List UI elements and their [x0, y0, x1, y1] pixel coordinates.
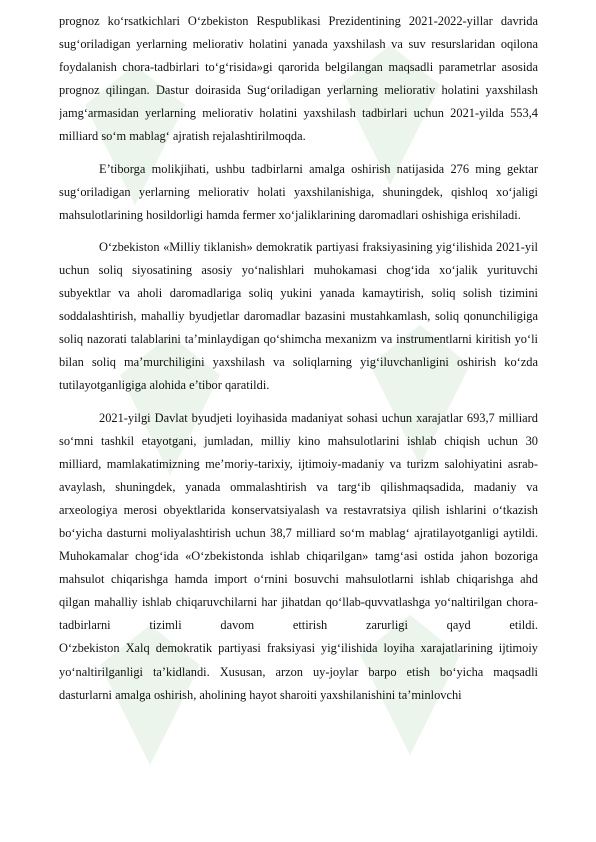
paragraph: Muhokamalar chog‘ida «O‘zbekistonda ishlab chiqarilgan» tamg‘asi ostida jahon bozoriga mahsulot chiqarishga hamda import o‘rnini bosuvchi mahsulotlarni ishlab chiqarishga ahd qilgan mahalliy ishlab chiqaruvchilarni har jihatdan qo‘llab-quvvatlashga yo‘naltirilgan chora-tadbirlarni tizimli davom ettirish zarurligi qayd etildi. [59, 549, 538, 633]
document-page [59, 10, 538, 842]
paragraph: prognoz ko‘rsatkichlari O‘zbekiston Respublikasi Prezidentining 2021-2022-yillar davrida sug‘oriladigan yerlarning meliorativ holatini yanada yaxshilash va suv resurslaridan oqilona foydalanish chora-tadbirlari to‘g‘risida»gi qarorida belgilangan maqsadli parametrlar asosida prognoz qilingan. Dastur doirasida Sug‘oriladigan yerlarning meliorativ holatini yaxshilash jamg‘armasidan yerlarning meliorativ holatini yaxshilash tadbirlari uchun 2021-yilda 553,4 milliard so‘m mablag‘ ajratish rejalashtirilmoqda. [59, 14, 538, 144]
paragraph: O‘zbekiston «Milliy tiklanish» demokratik partiyasi fraksiyasining yig‘ilishida 2021-yil uchun soliq siyosatining asosiy yo‘nalishlari muhokamasi chog‘ida xo‘jalik yurituvchi subyektlar va aholi daromadlariga soliq yukini yanada kamaytirish, soliq solish tizimini soddalashtirish, mahalliy byudjetlar daromadlar bazasini mustahkamlash, soliq qonunchiligiga soliq nazorati talablarini ta’minlaydigan qo‘shimcha mexanizm va instrumentlarni kiritish yo‘li bilan soliq ma’murchiligini yaxshilash va soliqlarning yig‘iluvchanligini oshirish ko‘zda tutilayotganligiga alohida e’tibor qaratildi. [59, 239, 538, 393]
paragraph: O‘zbekiston Xalq demokratik partiyasi fraksiyasi yig‘ilishida loyiha xarajatlarining ijtimoiy yo‘naltirilganligi ta’kidlandi. Xususan, arzon uy-joylar barpo etish bo‘yicha maqsadli dasturlarni amalga oshirish, aholining hayot sharoiti yaxshilanishini ta’minlovchi [59, 641, 538, 702]
paragraph: 2021-yilgi Davlat byudjeti loyihasida madaniyat sohasi uchun xarajatlar 693,7 milliard so‘mni tashkil etayotgani, jumladan, milliy kino mahsulotlarini ishlab chiqish uchun 30 milliard, mamlakatimizning me’moriy-tarixiy, ijtimoiy-madaniy va turizm salohiyatini asrab-avaylash, shuningdek, yanada ommalashtirish va targ‘ib qilishmaqsadida, madaniy va arxeologiya merosi obyektlarida konservatsiyalash va restavratsiya qilish ishlarini o‘tkazish bo‘yicha dasturni moliyalashtirish uchun 38,7 milliard so‘m mablag‘ ajratilayotganligi aytildi. [59, 410, 538, 540]
paragraph: E’tiborga molikjihati, ushbu tadbirlarni amalga oshirish natijasida 276 ming gektar sug‘oriladigan yerlarning meliorativ holati yaxshilanishiga, shuningdek, qishloq xo‘jaligi mahsulotlarining hosildorligi hamda fermer xo‘jaliklarining daromadlari oshishiga erishiladi. [59, 161, 538, 222]
